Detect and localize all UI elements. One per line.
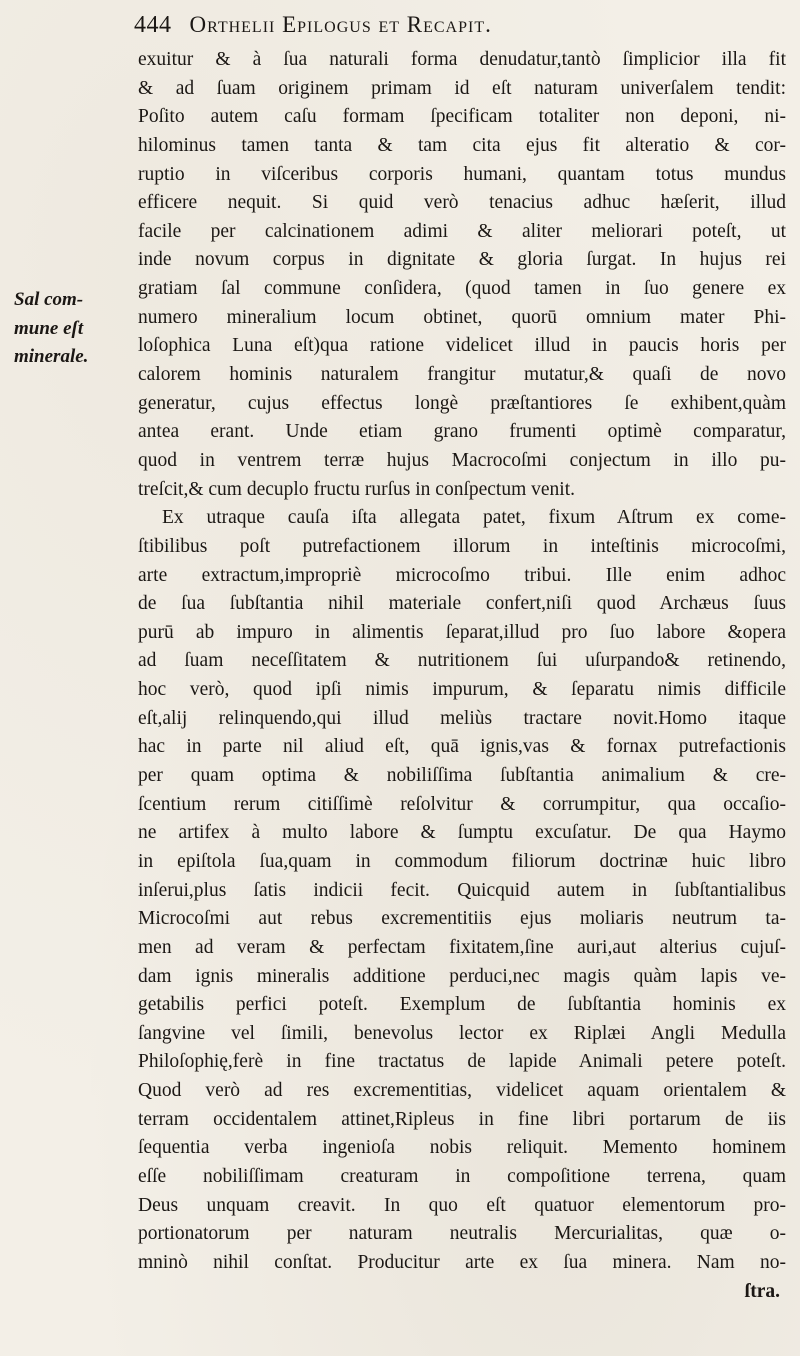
catchword: ſtra. (744, 1280, 780, 1302)
text-line: antea erant. Unde etiam grano frumenti optimè comparatur, (138, 421, 786, 443)
text-line: generatur, cujus effectus longè præſtantiores ſe exhibent,quàm (138, 392, 786, 414)
text-line: dam ignis mineralis additione perduci,nec magis quàm lapis ve- (138, 965, 786, 987)
text-line: Poſito autem caſu formam ſpecificam totaliter non deponi, ni- (138, 106, 786, 128)
text-line: ad ſuam neceſſitatem & nutritionem ſui uſurpando& retinendo, (138, 650, 786, 672)
page-number: 444 (134, 12, 172, 38)
text-line: de ſua ſubſtantia nihil materiale confert,niſi quod Archæus ſuus (138, 593, 786, 615)
text-line: Microcoſmi aut rebus excrementitiis ejus moliaris neutrum ta- (138, 908, 786, 930)
paragraph-start-line: Ex utraque cauſa iſta allegata patet, fixum Aſtrum ex come- (162, 507, 786, 529)
text-line: facile per calcinationem adimi & aliter meliorari poteſt, ut (138, 220, 786, 242)
text-line: ſangvine vel ſimili, benevolus lector ex Riplæi Angli Medulla (138, 1022, 786, 1044)
text-line: Philoſophię,ferè in fine tractatus de lapide Animali petere poteſt. (138, 1051, 786, 1073)
text-line: terram occidentalem attinet,Ripleus in fine libri portarum de iis (138, 1108, 786, 1130)
text-line: calorem hominis naturalem frangitur mutatur,& quaſi de novo (138, 364, 786, 386)
text-line: portionatorum per naturam neutralis Mercurialitas, quæ o- (138, 1223, 786, 1245)
text-line: ſcentium rerum citiſſimè reſolvitur & corrumpitur, qua occaſio- (138, 793, 786, 815)
text-line: arte extractum,impropriè microcoſmo tribui. Ille enim adhoc (138, 564, 786, 586)
text-line: hilominus tamen tanta & tam cita ejus fit alteratio & cor- (138, 134, 786, 156)
marginal-note-line: mune eſt (14, 317, 84, 339)
text-line: Deus unquam creavit. In quo eſt quatuor elementorum pro- (138, 1194, 786, 1216)
text-line: ruptio in viſceribus corporis humani, quantam totus mundus (138, 163, 786, 185)
text-line: in epiſtola ſua,quam in commodum filiorum doctrinæ huic libro (138, 850, 786, 872)
body-text (138, 46, 786, 1306)
text-line: gratiam ſal commune conſidera, (quod tamen in ſuo genere ex (138, 278, 786, 300)
text-line: treſcit,& cum decuplo fructu rurſus in conſpectum venit. (138, 478, 575, 500)
text-line: quod in ventrem terræ hujus Macrocoſmi conjectum in illo pu- (138, 449, 786, 471)
text-line: per quam optima & nobiliſſima ſubſtantia animalium & cre- (138, 765, 786, 787)
text-line: hoc verò, quod ipſi nimis impurum, & ſeparatu nimis difficile (138, 679, 786, 701)
text-line: loſophica Luna eſt)qua ratione videlicet illud in paucis horis per (138, 335, 786, 357)
text-line: mninò nihil conſtat. Producitur arte ex ſua minera. Nam no- (138, 1251, 786, 1273)
text-line: exuitur & à ſua naturali forma denudatur,tantò ſimplicior illa fit (138, 49, 786, 70)
text-line: & ad ſuam originem primam id eſt naturam univerſalem tendit: (138, 77, 786, 99)
marginal-note-line: Sal com- (14, 289, 84, 310)
running-head (134, 12, 784, 44)
text-line: purū ab impuro in alimentis ſeparat,illud pro ſuo labore &opera (138, 621, 786, 643)
text-line: ſequentia verba ingenioſa nobis reliquit. Memento hominem (138, 1137, 786, 1159)
text-line: inde novum corpus in dignitate & gloria ſurgat. In hujus rei (138, 249, 786, 271)
marginal-note-line: minerale. (14, 346, 89, 368)
text-line: Quod verò ad res excrementitias, videlicet aquam orientalem & (138, 1080, 786, 1102)
text-line: numero mineralium locum obtinet, quorū omnium mater Phi- (138, 306, 786, 328)
marginal-note (14, 286, 132, 372)
running-title: Orthelii Epilogus et Recapit. (189, 12, 492, 37)
text-line: ſtibilibus poſt putrefactionem illorum in inteſtinis microcoſmi, (138, 535, 786, 557)
text-line: men ad veram & perfectam fixitatem,ſine auri,aut alterius cujuſ- (138, 936, 786, 958)
text-line: ne artifex à multo labore & ſumptu excuſatur. De qua Haymo (138, 822, 786, 844)
text-line: hac in parte nil aliud eſt, quā ignis,vas & fornax putrefactionis (138, 736, 786, 758)
text-line: inſerui,plus ſatis indicii fecit. Quicquid autem in ſubſtantialibus (138, 879, 786, 901)
text-line: efficere nequit. Si quid verò tenacius adhuc hæſerit, illud (138, 192, 786, 214)
text-line: eſſe nobiliſſimam creaturam in compoſitione terrena, quam (138, 1165, 786, 1187)
text-line: eſt,alij relinquendo,qui illud meliùs tractare novit.Homo itaque (138, 707, 786, 729)
text-line: getabilis perfici poteſt. Exemplum de ſubſtantia hominis ex (138, 994, 786, 1016)
